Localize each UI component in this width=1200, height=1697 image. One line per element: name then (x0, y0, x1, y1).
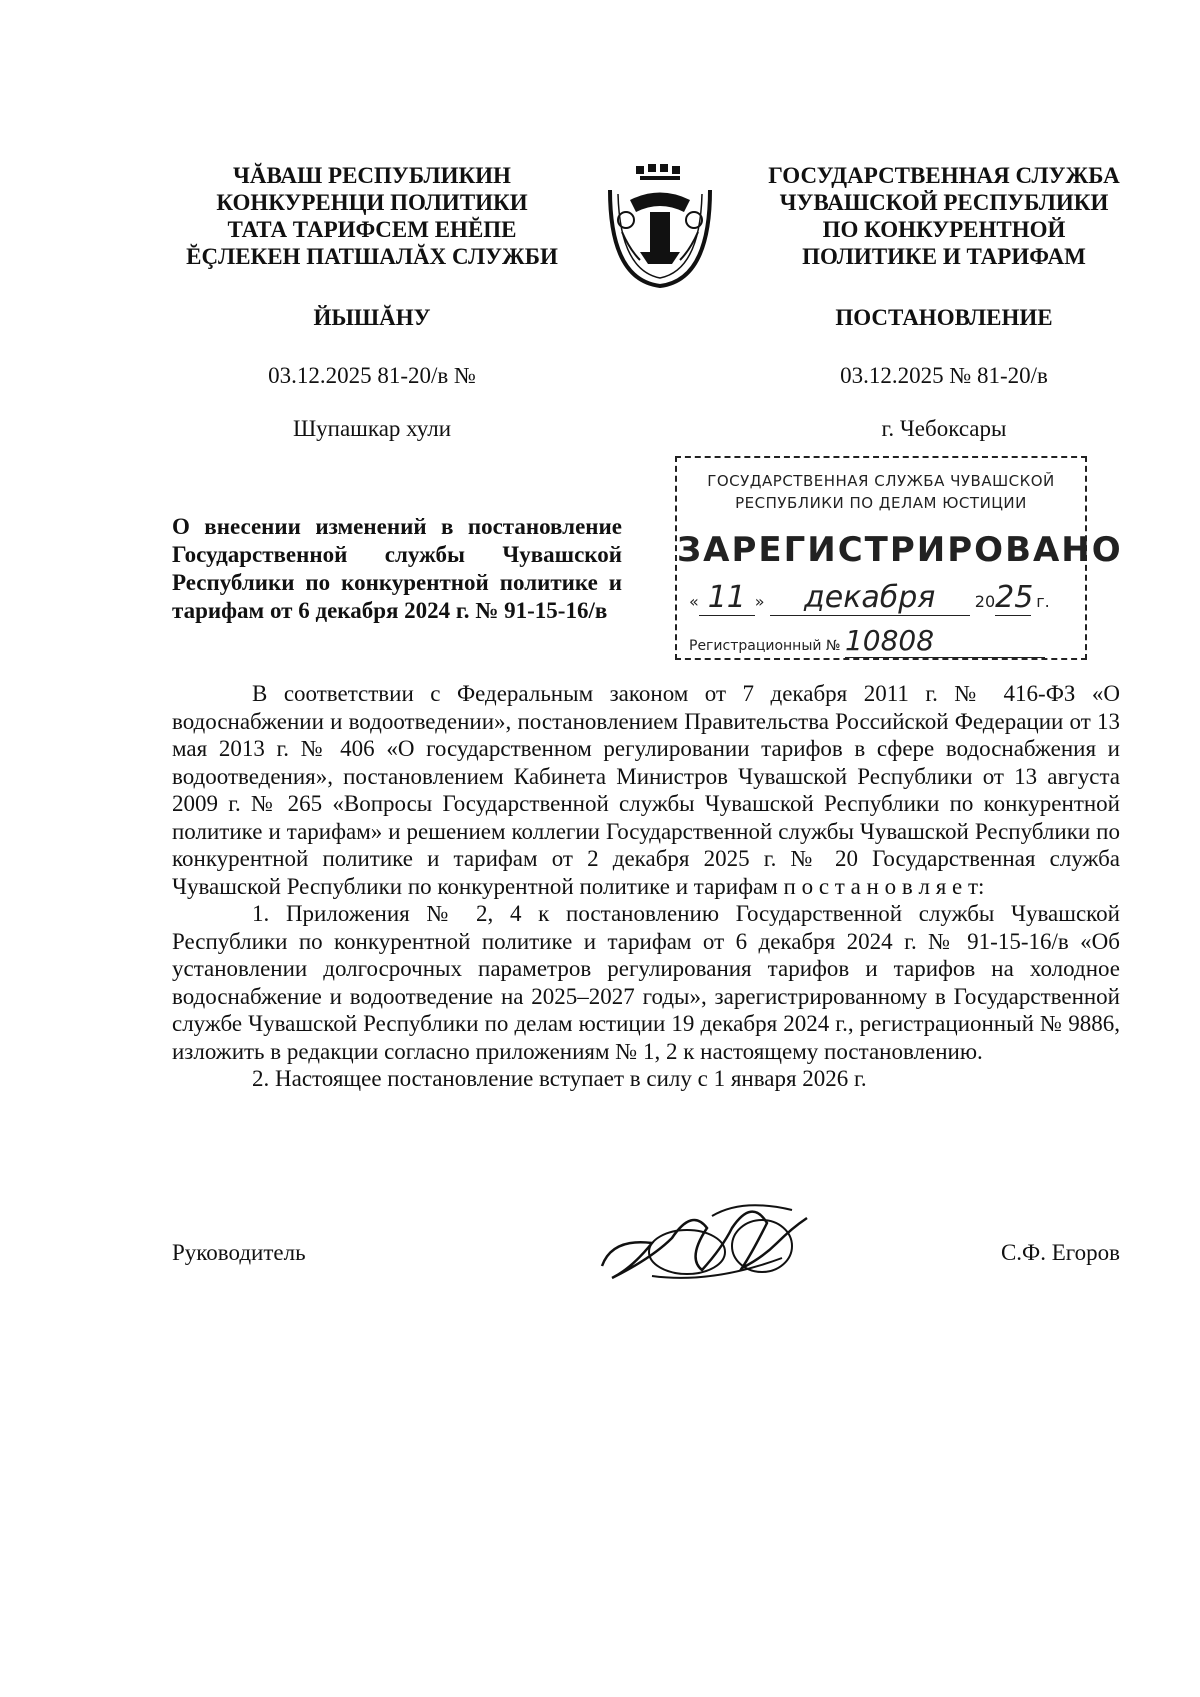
city-russian: г. Чебоксары (881, 416, 1007, 441)
stamp-authority-line-2: РЕСПУБЛИКИ ПО ДЕЛАМ ЮСТИЦИИ (735, 494, 1027, 512)
stamp-reg-number: 10808 (845, 624, 1045, 658)
doc-type-chuvash: ЙЫШĂНУ (313, 305, 431, 330)
stamp-year-unit: г. (1036, 592, 1050, 611)
header-right-line-3: ПО КОНКУРЕНТНОЙ (822, 217, 1066, 242)
document-subject: О внесении изменений в постановление Государственной службы Чувашской Республики по конкурентной политике и тарифам от 6 декабря 2024 г. № 91-15-16/в (172, 514, 622, 623)
stamp-authority-line-1: ГОСУДАРСТВЕННАЯ СЛУЖБА ЧУВАШСКОЙ (707, 472, 1055, 490)
header-left-line-1: ЧĂВАШ РЕСПУБЛИКИН (233, 163, 511, 188)
signatory-role: Руководитель (172, 1240, 306, 1265)
header-right-russian (740, 162, 1148, 270)
body-paragraph-preamble: В соответствии с Федеральным законом от 7 декабря 2011 г. № 416-ФЗ «О водоснабжении и водоотведении», постановлением Правительства Российской Федерации от 13 мая 2013 г. № 406 «О государственном регулировании тарифов в сфере водоснабжения и водоотведения», постановлением Кабинета Министров Чувашской Республики от 13 августа 2009 г. № 265 «Вопросы Государственной службы Чувашской Республики по конкурентной политике и тарифам» и решением коллегии Государственной службы Чувашской Республики по конкурентной политике и тарифам от 2 декабря 2025 г. № 20 Государственная служба Чувашской Республики по конкурентной политике и тарифам п о с т а н о в л я е т: (172, 681, 1120, 899)
chuvash-emblem-icon (600, 160, 720, 290)
stamp-month: декабря (770, 580, 970, 616)
stamp-registration-number-line (689, 624, 1079, 658)
stamp-date-line: « 11 » декабря 2025 г. (689, 580, 1050, 615)
header-right-line-1: ГОСУДАРСТВЕННАЯ СЛУЖБА (768, 163, 1120, 188)
registration-stamp (675, 456, 1123, 660)
stamp-year-prefix: 20 (974, 592, 996, 611)
body-paragraph-item-2: 2. Настоящее постановление вступает в силу с 1 января 2026 г. (252, 1066, 867, 1091)
header-left-line-4: ĔÇЛЕКЕН ПАТШАЛĂХ СЛУЖБИ (186, 244, 558, 269)
header-right-line-4: ПОЛИТИКЕ И ТАРИФАМ (802, 244, 1086, 269)
stamp-day: 11 (699, 580, 755, 616)
date-number-chuvash: 03.12.2025 81-20/в № (268, 363, 476, 388)
header-left-line-3: ТАТА ТАРИФСЕМ ЕНĔПЕ (227, 217, 517, 242)
header-left-chuvash (168, 162, 576, 270)
stamp-year-suffix: 25 (995, 580, 1034, 615)
city-chuvash: Шупашкар хули (292, 416, 452, 441)
body-paragraph-item-1: 1. Приложения № 2, 4 к постановлению Государственной службы Чувашской Республики по конкурентной политике и тарифам от 6 декабря 2024 г. № 91-15-16/в «Об установлении долгосрочных параметров регулирования тарифов и тарифов на холодное водоснабжение и водоотведение на 2025–2027 годы», зарегистрированному в Государственной службе Чувашской Республики по делам юстиции 19 декабря 2024 г., регистрационный № 9886, изложить в редакции согласно приложениям № 1, 2 к настоящему постановлению. (172, 901, 1120, 1064)
doc-type-russian: ПОСТАНОВЛЕНИЕ (835, 305, 1053, 330)
stamp-registered-label: ЗАРЕГИСТРИРОВАНО (677, 530, 1123, 570)
date-number-russian: 03.12.2025 № 81-20/в (840, 363, 1048, 388)
handwritten-signature (592, 1188, 832, 1298)
header-right-line-2: ЧУВАШСКОЙ РЕСПУБЛИКИ (779, 190, 1109, 215)
header-left-line-2: КОНКУРЕНЦИ ПОЛИТИКИ (216, 190, 528, 215)
signatory-name: С.Ф. Егоров (1000, 1240, 1120, 1265)
document-body (172, 680, 1120, 1093)
stamp-reg-label: Регистрационный № (689, 638, 841, 654)
